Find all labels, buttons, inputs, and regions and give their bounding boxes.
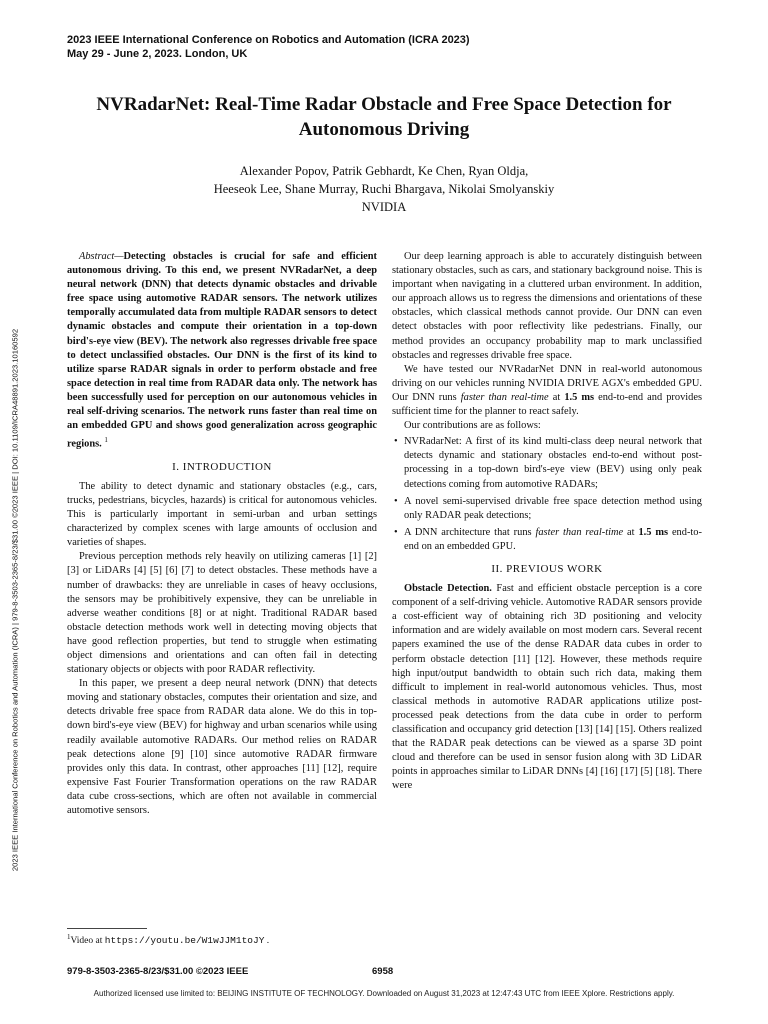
footnote-end: . [266, 936, 270, 947]
conference-header [67, 33, 470, 61]
p2-emphasis: faster than real-time [460, 391, 549, 403]
right-paragraph-4 [392, 582, 702, 793]
b3-emphasis: faster than real-time [535, 526, 624, 538]
section-heading-previous-work: II. PREVIOUS WORK [491, 562, 603, 575]
authors-line-2: Heeseok Lee, Shane Murray, Ruchi Bhargava, Nikolai Smolyanskiy [213, 182, 555, 196]
right-column [392, 250, 702, 793]
section-heading-introduction: I. INTRODUCTION [172, 460, 272, 473]
contribution-item-2 [394, 495, 702, 523]
p2-text-c: end-to-end and provides sufficient time for the planner to react safely. [392, 391, 703, 418]
contribution-text-2: A novel semi-supervised drivable free space detection method using only RADAR peak detections; [404, 495, 702, 521]
contribution-item-1 [394, 435, 702, 491]
bullet-marker: • [394, 526, 398, 538]
p2-text-a: We have tested our NVRadarNet DNN in real-world autonomous driving on our vehicles running NVIDIA DRIVE AGX's embedded GPU. Our DNN runs [392, 363, 702, 403]
p2-bold: 1.5 ms [564, 391, 595, 403]
title-line-2: Autonomous Driving [298, 119, 470, 140]
intro-paragraph-3: In this paper, we present a deep neural network (DNN) that detects moving and stationary obstacles, computes their orientation and size, and detects drivable free space from RADAR data alone. We do this in top-down bird's-eye view (BEV) for highway and urban scenarios while using readily available automotive RADARs. Our method relies on RADAR peak detections alone [9] [10] since automotive RADAR firmware provides only this data. In contrast, other approaches [11] [12], require expensive Fast Fourier Transformation operations on the raw RADAR data cube cross-sections, which are often not available in commercial automotive sensors. [67, 678, 377, 817]
b3-bold: 1.5 ms [638, 526, 669, 538]
right-paragraph-1: Our deep learning approach is able to accurately distinguish between stationary obstacles, such as cars, and stationary background noise. This is important when navigating in a cluttered urban environment. In addition, our approach allows us to regress the dimensions and orientations of these obstacles, which classical methods cannot provide. Our DNN can even detect obstacles with poor reflectivity like pedestrians. Finally, our method provides an occupancy probability map to mark unclassified obstacles and regresses drivable free space. [392, 251, 702, 361]
doi-sidebar-text: 2023 IEEE International Conference on Robotics and Automation (ICRA) | 979-8-3503-2365-8/23/$31.00 ©2023 IEEE | DOI: 10.1109/ICRA48891.2023.10160592 [10, 328, 20, 872]
b3-text-b: at [627, 526, 635, 538]
p2-text-b: at [552, 391, 561, 403]
license-notice: Authorized licensed use limited to: BEIJING INSTITUTE OF TECHNOLOGY. Downloaded on August 31,2023 at 12:47:43 UTC from IEEE Xplore. Restrictions apply. [93, 989, 675, 998]
footnote-video-link[interactable]: https://youtu.be/W1wJJM1toJY [104, 935, 265, 947]
bullet-marker: • [394, 436, 398, 448]
left-column [67, 250, 377, 818]
contribution-item-3 [394, 526, 702, 554]
authors-line-1: Alexander Popov, Patrik Gebhardt, Ke Chen, Ryan Oldja, [239, 164, 529, 178]
abstract [67, 250, 377, 452]
contribution-text-1: NVRadarNet: A first of its kind multi-class deep neural network that detects dynamic and stationary obstacles end-to-end without post-processing in a top-down bird's-eye view (BEV) using only peak detections coming from automotive RADARs; [404, 436, 702, 490]
conference-date: May 29 - June 2, 2023. London, UK [67, 48, 248, 60]
abstract-text: Detecting obstacles is crucial for safe and efficient autonomous driving. To this end, we present NVRadarNet, a deep neural network (DNN) that detects dynamic obstacles and drivable free space using automotive RADAR sensors. The network utilizes temporally accumulated data from multiple RADAR sensors to detect dynamic obstacles and compute their orientation in a top-down bird's-eye view (BEV). The network also regresses drivable free space to detect unclassified obstacles. Our DNN is the first of its kind to utilize sparse RADAR signals in order to perform obstacle and free space detection in real time from RADAR data only. The network has been successfully used for perception on our autonomous vehicles in real self-driving scenarios. The network runs faster than real time on an embedded GPU and shows good generalization across geographic regions. [67, 251, 377, 450]
abstract-footnote-mark: 1 [104, 436, 108, 445]
b3-text-a: A DNN architecture that runs [404, 526, 532, 538]
b3-text-c: end-to-end on an embedded GPU. [404, 526, 702, 552]
obstacle-detection-lead: Obstacle Detection. [404, 583, 492, 595]
p4-text: Fast and efficient obstacle perception is a core component of a self-driving vehicle. Automotive RADAR sensors provide a cost-efficient way of obtaining rich 3D positioning and velocity information and are widely available on most modern cars. Several recent papers examined the use of the dense RADAR data cubes in order to perform obstacle detection [11] [12]. However, these methods require high input/output bandwidth to obtain such rich data, making them difficult to implement in real-world autonomous vehicles. Thus, most classical methods in automotive RADAR applications utilize post-processed peak detections from the data cube in order to perform classification and occupancy grid detection [13] [14] [15]. Others realized that the RADAR peak detections can be viewed as a sparse 3D point cloud and therefore can be used in sensor fusion along with 3D LiDAR points in approaches similar to LiDAR DNNs [4] [16] [17] [5] [18]. There were [392, 583, 703, 792]
bullet-marker: • [394, 495, 398, 507]
paper-title [40, 92, 728, 142]
footnote-mark: 1 [67, 933, 71, 941]
page-number: 6958 [372, 966, 394, 977]
title-line-1: NVRadarNet: Real-Time Radar Obstacle and Free Space Detection for [96, 94, 672, 115]
footnote [67, 933, 269, 946]
contribution-list [392, 435, 702, 554]
doi-sidebar [0, 0, 30, 1024]
intro-paragraph-1: The ability to detect dynamic and stationary obstacles (e.g., cars, trucks, pedestrians, bicycles, hazards) is critical for autonomous vehicles. This is particularly important in semi-urban and urban settings characterized by complex scenes with large amounts of occlusion and varieties of shapes. [67, 480, 377, 549]
footnote-label: Video at [70, 936, 103, 947]
footer-isbn: 979-8-3503-2365-8/23/$31.00 ©2023 IEEE [67, 966, 249, 977]
right-paragraph-2 [392, 363, 702, 419]
conference-name: 2023 IEEE International Conference on Robotics and Automation (ICRA 2023) [67, 34, 470, 46]
abstract-label: Abstract [79, 251, 115, 262]
author-block [40, 162, 728, 216]
right-paragraph-3: Our contributions are as follows: [404, 420, 541, 432]
abstract-dash: — [114, 251, 124, 262]
intro-paragraph-2: Previous perception methods rely heavily on utilizing cameras [1] [2] [3] or LiDARs [4] [5] [6] [7] to detect obstacles. These methods have a number of drawbacks: they are unreliable in cases of heavy occlusions, the sensors may be prohibitively expensive, they can be unreliable in adverse weather conditions [8] or at night. Traditional RADAR based obstacle detection methods work well in detecting moving objects that have good reflection properties, but tend to struggle when estimating object dimensions and orientations and can often fail in detecting stationary objects or objects with poor RADAR reflectivity. [67, 551, 377, 676]
affiliation: NVIDIA [361, 200, 407, 214]
footnote-rule [67, 928, 147, 929]
